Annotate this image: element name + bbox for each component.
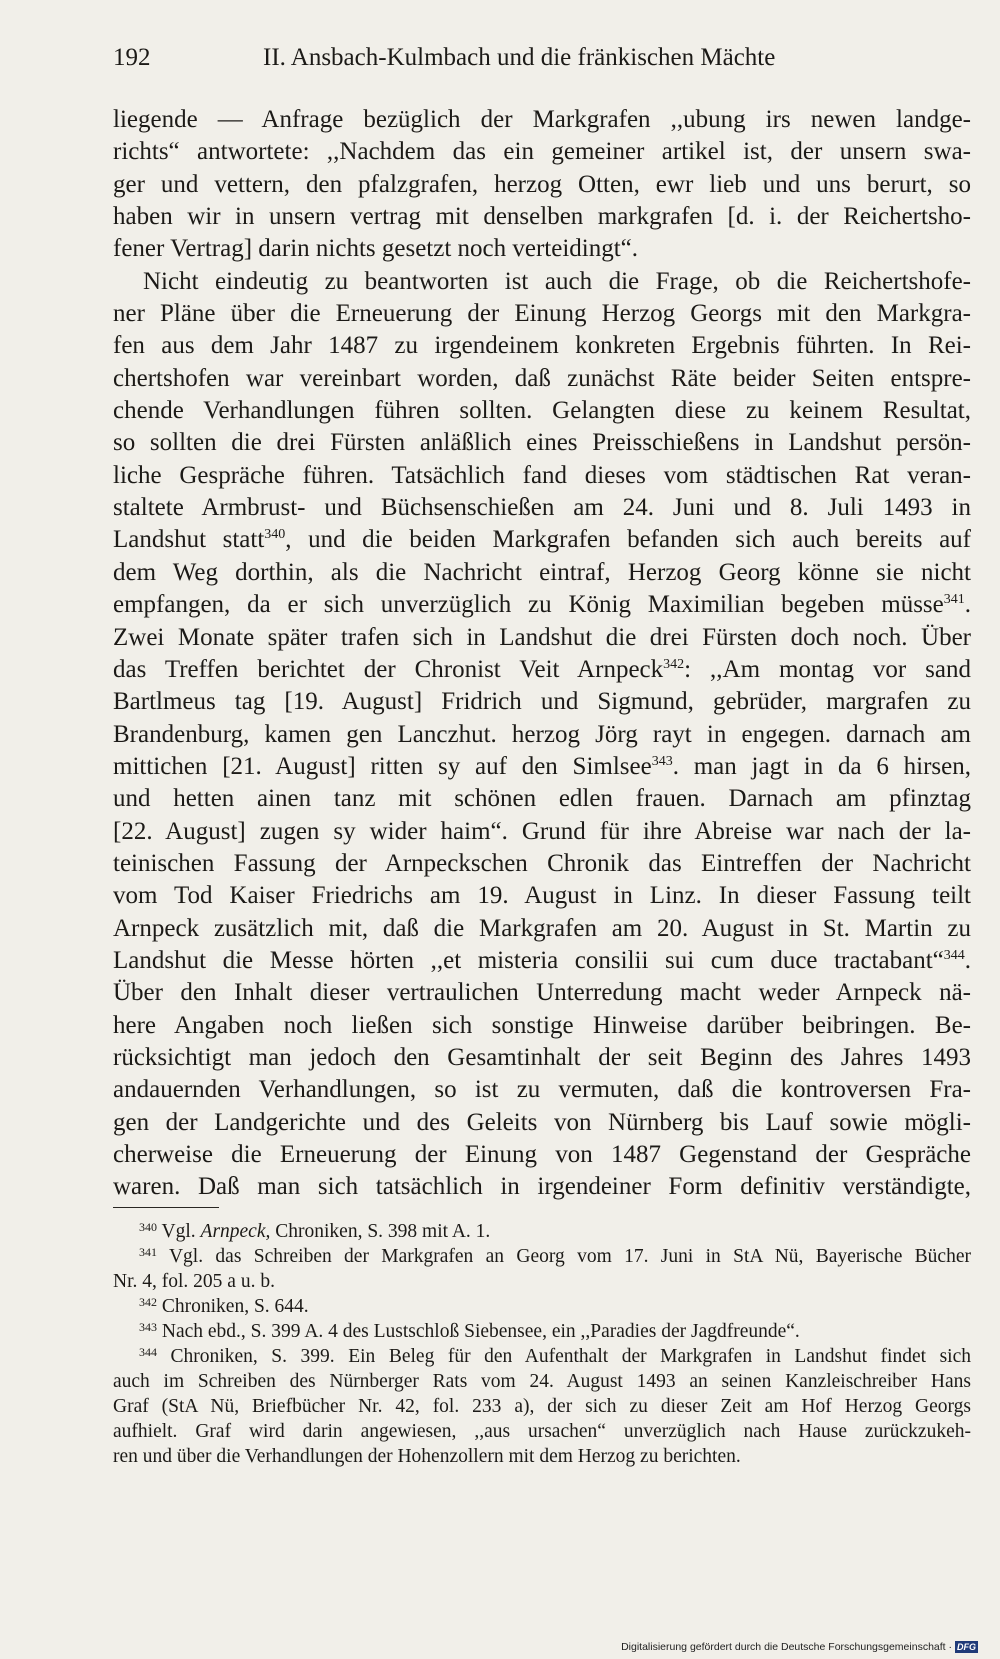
text-run: mittichen [21. August] ritten sy auf den Simlsee bbox=[113, 752, 652, 780]
text-run: auch im Schreiben des Nürnberger Rats vom 24. August 1493 an seinen Kanzleischreiber Hans bbox=[113, 1371, 971, 1392]
text-line bbox=[113, 977, 971, 1009]
text-run: cherweise die Erneuerung der Einung von 1487 Gegenstand der Gespräche bbox=[113, 1141, 971, 1168]
text-line bbox=[113, 913, 971, 945]
text-line bbox=[113, 719, 971, 751]
text-run: here Angaben noch ließen sich sonstige Hinweise darüber beibringen. Be- bbox=[113, 1011, 971, 1039]
page-number: 192 bbox=[113, 44, 151, 71]
text-line bbox=[113, 751, 971, 783]
author-name: Arnpeck, bbox=[200, 1221, 271, 1242]
text-run: aufhielt. Graf wird darin angewiesen, ,,aus ursachen“ unverzüglich nach Hause zurückzukeh- bbox=[113, 1421, 971, 1442]
footnote-reference: 343 bbox=[651, 753, 673, 769]
text-line bbox=[113, 201, 971, 233]
text-run: fener Vertrag] darin nichts gesetzt noch verteidingt“. bbox=[113, 235, 639, 263]
running-title: II. Ansbach-Kulmbach und die fränkischen Mächte bbox=[263, 44, 776, 71]
footnote-number: 341 bbox=[139, 1245, 157, 1259]
credit-text: Digitalisierung gefördert durch die Deutsche Forschungsgemeinschaft · bbox=[621, 1641, 952, 1653]
text-run: teinischen Fassung der Arnpeckschen Chronik das Eintreffen der Nachricht bbox=[113, 849, 971, 877]
text-run: ren und über die Verhandlungen der Hohenzollern mit dem Herzog zu berichten. bbox=[113, 1446, 741, 1467]
text-run: empfangen, da er sich unverzüglich zu König Maximilian begeben müsse bbox=[113, 591, 944, 619]
text-run: ger und vettern, den pfalzgrafen, herzog Otten, ewr lieb und uns berurt, so bbox=[113, 170, 971, 198]
footnote-line bbox=[113, 1394, 971, 1419]
text-line bbox=[113, 1171, 971, 1203]
footnote-number: 340 bbox=[139, 1220, 157, 1234]
text-line bbox=[113, 945, 971, 977]
text-line bbox=[113, 654, 971, 686]
text-line bbox=[113, 1139, 971, 1171]
text-run: waren. Daß man sich tatsächlich in irgendeiner Form definitiv verständigte, bbox=[113, 1173, 971, 1201]
text-run: gen der Landgerichte und des Geleits von Nürnberg bis Lauf sowie mögli- bbox=[113, 1108, 971, 1136]
text-run: so sollten die drei Fürsten anläßlich eines Preisschießens in Landshut persön- bbox=[113, 429, 971, 457]
text-run: Über den Inhalt dieser vertraulichen Unterredung macht weder Arnpeck nä- bbox=[113, 979, 971, 1007]
text-run: und hetten ainen tanz mit schönen edlen frauen. Darnach am pfinztag bbox=[113, 785, 971, 813]
footnote-reference: 342 bbox=[663, 656, 685, 672]
text-run: andauernden Verhandlungen, so ist zu vermuten, daß die kontroversen Fra- bbox=[113, 1076, 971, 1104]
text-line bbox=[113, 104, 971, 136]
text-line bbox=[113, 298, 971, 330]
text-run: richts“ antwortete: ,,Nachdem das ein gemeiner artikel ist, der unsern swa- bbox=[113, 138, 971, 166]
text-run: . bbox=[964, 591, 971, 619]
text-run: dem Weg dorthin, als die Nachricht eintraf, Herzog Georg könne sie nicht bbox=[113, 558, 971, 586]
footnote-line bbox=[113, 1344, 971, 1369]
text-line bbox=[113, 233, 971, 265]
footnote-separator bbox=[113, 1207, 219, 1208]
text-run: Vgl. bbox=[157, 1221, 201, 1242]
footnote-reference: 340 bbox=[264, 527, 286, 543]
text-run: [22. August] zugen sy wider haim“. Grund für ihre Abreise war nach der la- bbox=[113, 817, 971, 845]
text-run: Landshut statt bbox=[113, 526, 265, 554]
text-line bbox=[113, 848, 971, 880]
text-line bbox=[113, 427, 971, 459]
footnote-number: 343 bbox=[139, 1320, 157, 1334]
text-line bbox=[113, 557, 971, 589]
text-run: liche Gespräche führen. Tatsächlich fand dieses vom städtischen Rat veran- bbox=[113, 461, 971, 489]
text-line bbox=[113, 524, 971, 556]
text-line bbox=[113, 492, 971, 524]
text-run: rücksichtigt man jedoch den Gesamtinhalt der seit Beginn des Jahres 1493 bbox=[113, 1043, 971, 1071]
text-line bbox=[113, 622, 971, 654]
dfg-logo: DFG bbox=[957, 1642, 976, 1652]
text-line bbox=[113, 589, 971, 621]
text-line bbox=[113, 363, 971, 395]
footnote-number: 342 bbox=[139, 1295, 157, 1309]
text-line bbox=[113, 1074, 971, 1106]
text-line bbox=[113, 783, 971, 815]
text-run: chertshofen war vereinbart worden, daß zunächst Räte beider Seiten entspre- bbox=[113, 364, 971, 392]
text-line bbox=[113, 1042, 971, 1074]
text-run: , und die beiden Markgrafen befanden sich auch bereits auf bbox=[285, 526, 971, 554]
text-run: liegende — Anfrage bezüglich der Markgrafen ,,ubung irs newen landge- bbox=[113, 106, 971, 133]
text-line bbox=[113, 460, 971, 492]
text-line bbox=[113, 880, 971, 912]
text-run: : ,,Am montag vor sand bbox=[684, 655, 971, 683]
text-line bbox=[113, 330, 971, 362]
text-line bbox=[113, 266, 971, 298]
text-run: Zwei Monate später trafen sich in Landshut die drei Fürsten doch noch. Über bbox=[113, 623, 971, 651]
text-run: Chroniken, S. 399. Ein Beleg für den Aufenthalt der Markgrafen in Landshut findet sich bbox=[157, 1346, 971, 1367]
footnotes bbox=[113, 1219, 971, 1469]
running-header bbox=[113, 42, 803, 74]
digitization-credit bbox=[621, 1641, 978, 1653]
text-run: Nr. 4, fol. 205 a u. b. bbox=[113, 1271, 275, 1292]
text-run: ner Pläne über die Erneuerung der Einung Herzog Georgs mit den Markgra- bbox=[113, 300, 971, 328]
text-line bbox=[113, 1010, 971, 1042]
footnote-number: 344 bbox=[139, 1345, 157, 1359]
footnote-line bbox=[113, 1244, 971, 1269]
text-run: Bartlmeus tag [19. August] Fridrich und Sigmund, gebrüder, margrafen zu bbox=[113, 688, 971, 716]
text-run: staltete Armbrust- und Büchsenschießen am 24. Juni und 8. Juli 1493 in bbox=[113, 494, 971, 522]
text-run: das Treffen berichtet der Chronist Veit Arnpeck bbox=[113, 655, 664, 683]
text-line bbox=[113, 1107, 971, 1139]
text-run: vom Tod Kaiser Friedrichs am 19. August in Linz. In dieser Fassung teilt bbox=[113, 882, 971, 910]
text-line bbox=[113, 686, 971, 718]
footnote-line bbox=[113, 1369, 971, 1394]
footnote-line bbox=[113, 1269, 971, 1294]
footnote-reference: 341 bbox=[943, 592, 965, 608]
text-run: Vgl. das Schreiben der Markgrafen an Georg vom 17. Juni in StA Nü, Bayerische Bücher bbox=[157, 1246, 971, 1267]
footnote-line bbox=[113, 1219, 971, 1244]
text-line bbox=[113, 395, 971, 427]
text-line bbox=[113, 169, 971, 201]
text-run: Nicht eindeutig zu beantworten ist auch die Frage, ob die Reichertshofe- bbox=[143, 267, 971, 295]
text-run: Brandenburg, kamen gen Lanczhut. herzog Jörg rayt in engegen. darnach am bbox=[113, 720, 971, 748]
text-line bbox=[113, 136, 971, 168]
text-run: fen aus dem Jahr 1487 zu irgendeinem konkreten Ergebnis führten. In Rei- bbox=[113, 332, 971, 360]
text-run: Nach ebd., S. 399 A. 4 des Lustschloß Siebensee, ein ,,Paradies der Jagdfreunde“. bbox=[157, 1321, 800, 1342]
text-run: Chroniken, S. 398 mit A. 1. bbox=[270, 1221, 491, 1242]
footnote-line bbox=[113, 1319, 971, 1344]
footnote-line bbox=[113, 1444, 971, 1469]
text-run: Arnpeck zusätzlich mit, daß die Markgrafen am 20. August in St. Martin zu bbox=[113, 914, 971, 942]
text-run: chende Verhandlungen führen sollten. Gelangten diese zu keinem Resultat, bbox=[113, 397, 971, 425]
footnote-reference: 344 bbox=[943, 947, 965, 963]
footnote-line bbox=[113, 1419, 971, 1444]
text-run: Landshut die Messe hörten ,,et misteria consilii sui cum duce tractabant“ bbox=[113, 946, 944, 974]
text-line bbox=[113, 816, 971, 848]
text-run: . bbox=[964, 946, 971, 974]
text-run: Graf (StA Nü, Briefbücher Nr. 42, fol. 233 a), der sich zu dieser Zeit am Hof Herzog Georgs bbox=[113, 1396, 971, 1417]
footnote-line bbox=[113, 1294, 971, 1319]
text-run: . man jagt in da 6 hirsen, bbox=[672, 752, 971, 780]
main-text bbox=[113, 104, 971, 1204]
text-run: haben wir in unsern vertrag mit denselben markgrafen [d. i. der Reichertsho- bbox=[113, 203, 971, 231]
text-run: Chroniken, S. 644. bbox=[157, 1296, 309, 1317]
